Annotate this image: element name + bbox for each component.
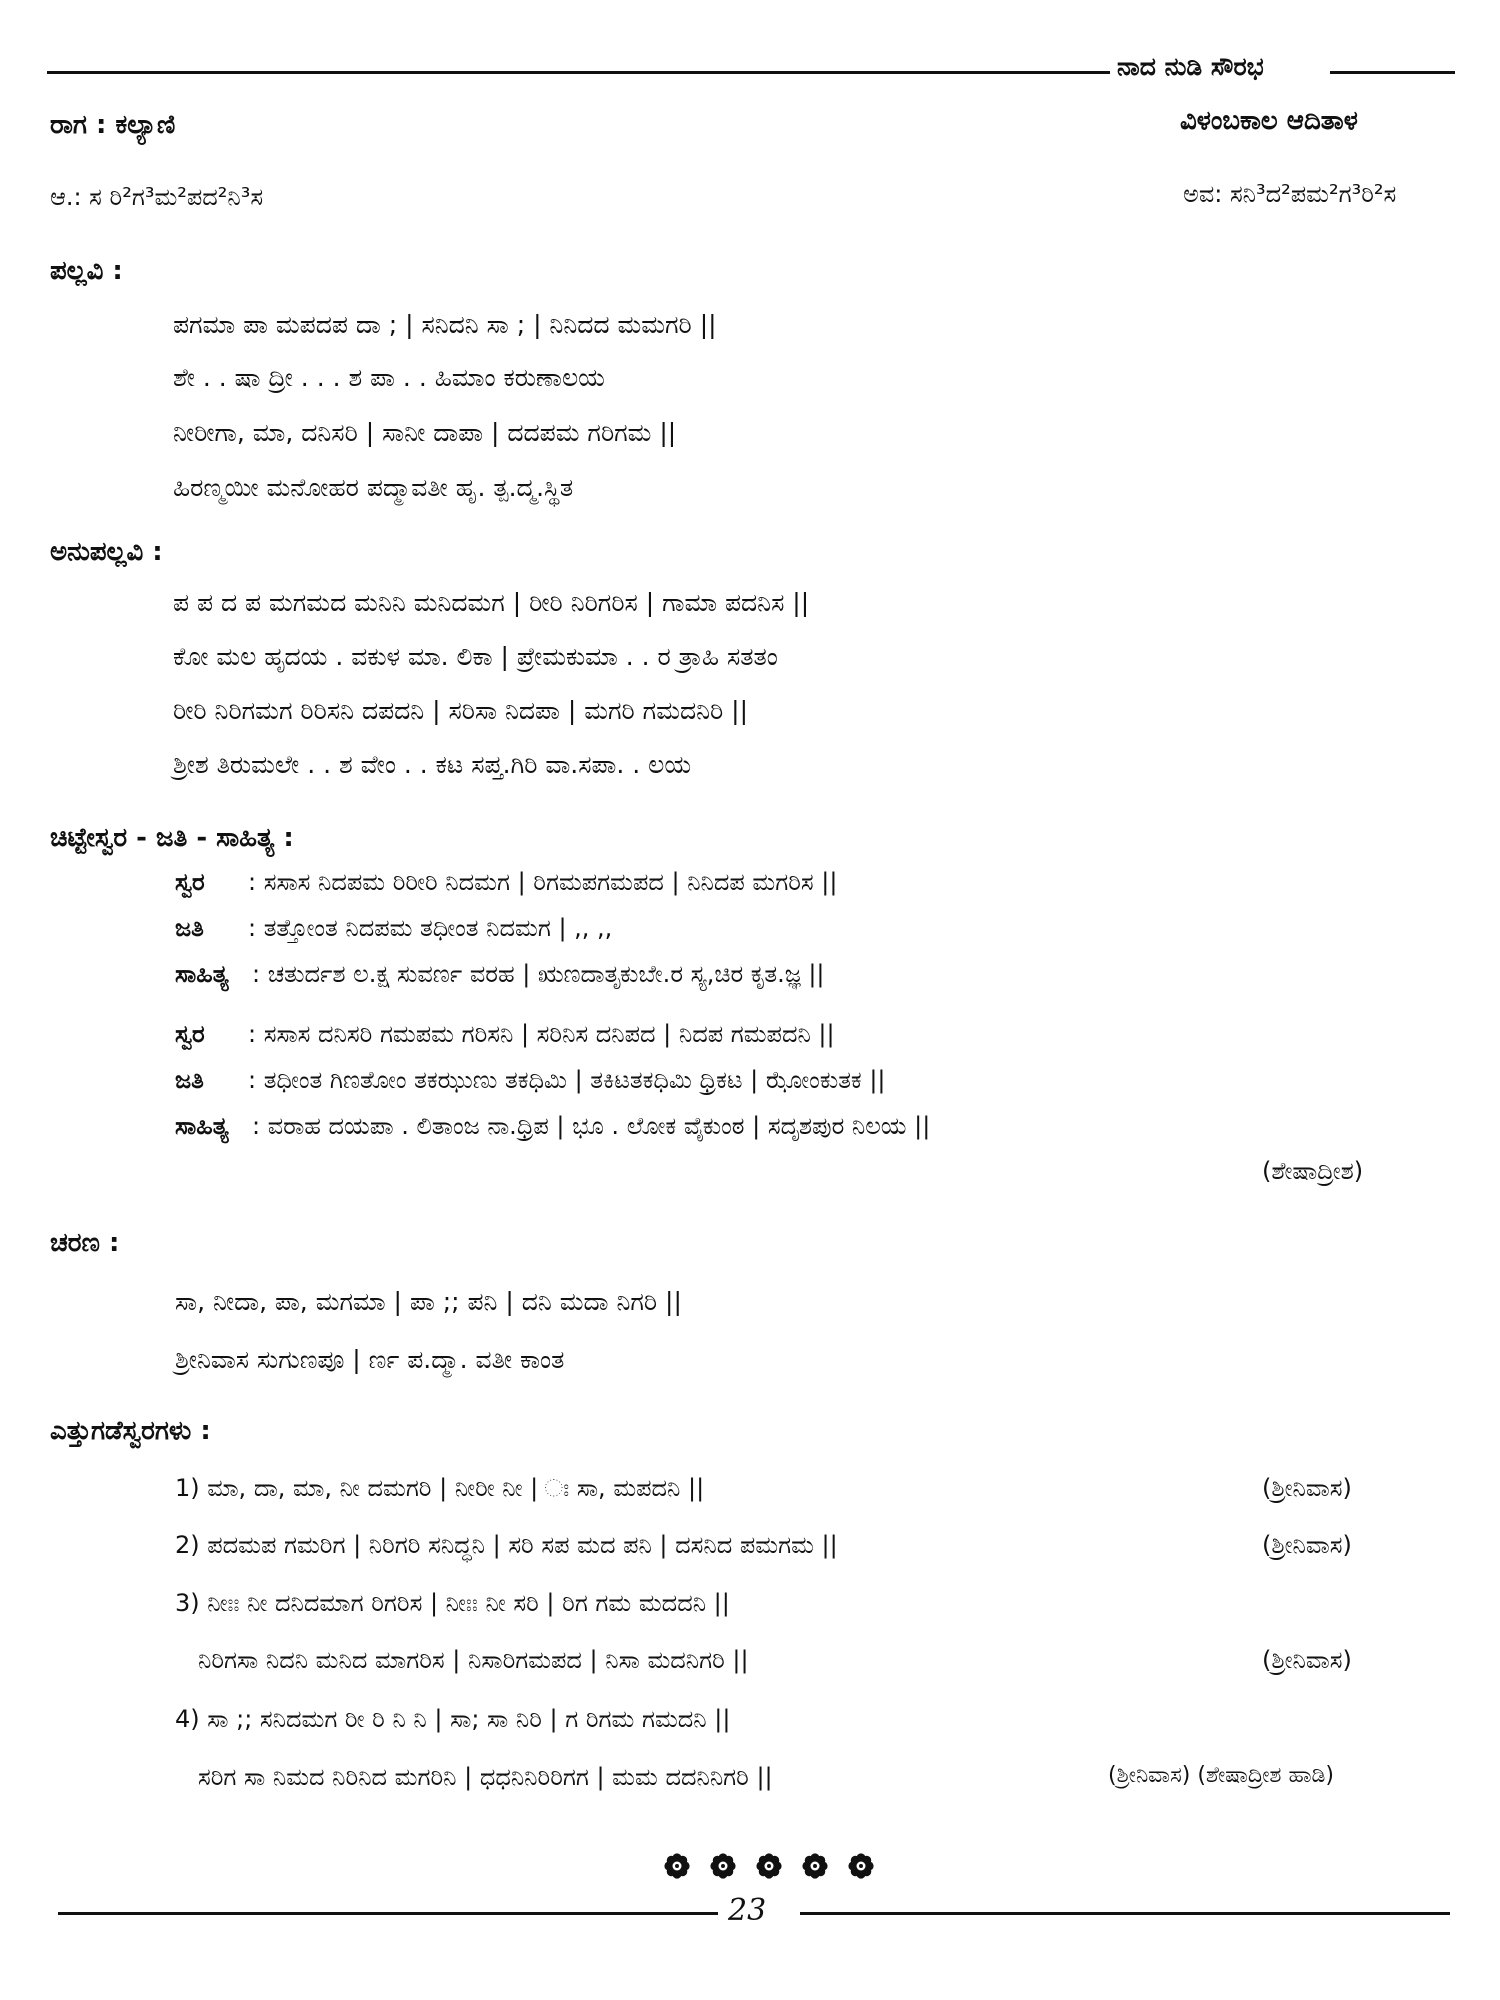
- ettugada-heading: ಎತ್ತುಗಡೆಸ್ವರಗಳು :: [50, 1416, 211, 1446]
- row-label-sahitya: ಸಾಹಿತ್ಯ: [175, 1112, 229, 1140]
- row-text-swara: : ಸಸಾಸ ನಿದಪಮ ರಿರೀರಿ ನಿದಮಗ | ರಿಗಮಪಗಮಪದ | ನಿನಿದಪ ಮಗರಿಸ ||: [248, 868, 838, 896]
- header-rule-left: [47, 71, 1110, 74]
- pallavi-line: ಹಿರಣ್ಮಯೀ ಮನೋಹರ ಪದ್ಮಾವತೀ ಹೃ. ತ್ಪ.ದ್ಮ.ಸ್ಥಿತ: [173, 473, 574, 502]
- ettugada-line: 4) ಸಾ ;; ಸನಿದಮಗ ರೀ ರಿ ನಿ ನಿ | ಸಾ; ಸಾ ನಿರಿ | ಗ ರಿಗಮ ಗಮದನಿ ||: [175, 1705, 731, 1733]
- row-label-jati: ಜತಿ: [175, 914, 204, 942]
- charana-heading: ಚರಣ :: [50, 1228, 120, 1258]
- chittaswara-heading: ಚಿಟ್ಟೇಸ್ವರ - ಜತಿ - ಸಾಹಿತ್ಯ :: [50, 823, 294, 853]
- tala-name: ವಿಳಂಬಕಾಲ ಆದಿತಾಳ: [1180, 106, 1358, 136]
- ettugada-line: ಸರಿಗ ಸಾ ನಿಮದ ನಿರಿನಿದ ಮಗರಿನಿ | ಧಧನಿನಿರಿರಿಗಗ | ಮಮ ದದನಿನಿಗರಿ ||: [198, 1763, 773, 1791]
- row-label-sahitya: ಸಾಹಿತ್ಯ: [175, 960, 229, 988]
- charana-line: ಶ್ರೀನಿವಾಸ ಸುಗುಣಪೂ | ರ್ಣ ಪ.ದ್ಮಾ. ವತೀ ಕಾಂತ: [175, 1345, 565, 1374]
- charana-line: ಸಾ, ನೀದಾ, ಪಾ, ಮಗಮಾ | ಪಾ ;; ಪನಿ | ದನಿ ಮದಾ ನಿಗರಿ ||: [175, 1287, 682, 1316]
- arohana: ಆ.: ಸ ರಿ²ಗ³ಮ²ಪದ²ನಿ³ಸ: [50, 183, 264, 211]
- row-text-swara: : ಸಸಾಸ ದನಿಸರಿ ಗಮಪಮ ಗರಿಸನಿ | ಸರಿನಿಸ ದನಿಪದ | ನಿದಪ ಗಮಪದನಿ ||: [248, 1020, 835, 1048]
- anupallavi-line: ಶ್ರೀಶ ತಿರುಮಲೇ . . ಶ ವೇಂ . . ಕಟ ಸಪ್ತ.ಗಿರಿ ವಾ.ಸಪಾ. . ಲಯ: [173, 750, 692, 779]
- pallavi-line: ಶೇ . . ಷಾ ದ್ರೀ . . . ಶ ಪಾ . . ಹಿಮಾಂ ಕರುಣಾಲಯ: [173, 363, 605, 392]
- row-text-jati: : ತಧೀಂತ ಗಿಣತೋಂ ತಕಝುಣು ತಕಧಿಮಿ | ತಕಿಟತಕಧಿಮಿ ಧ್ರಿಕಟ | ಝೋಂಕುತಕ ||: [248, 1066, 886, 1094]
- anupallavi-line: ಪ ಪ ದ ಪ ಮಗಮದ ಮನಿನಿ ಮನಿದಮಗ | ರೀರಿ ನಿರಿಗರಿಸ | ಗಾಮಾ ಪದನಿಸ ||: [173, 588, 810, 617]
- page-number: 23: [728, 1893, 767, 1928]
- ettugada-line: 3) ನೀಃಃ ನೀ ದನಿದಮಾಗ ರಿಗರಿಸ | ನೀಃಃ ನೀ ಸರಿ | ರಿಗ ಗಮ ಮದದನಿ ||: [175, 1589, 730, 1617]
- avarohana: ಅವ: ಸನಿ³ದ²ಪಮ²ಗ³ರಿ²ಸ: [1183, 180, 1397, 208]
- flower-icon: [709, 1852, 737, 1880]
- ettugada-line: 1) ಮಾ, ದಾ, ಮಾ, ನೀ ದಮಗರಿ | ನೀರೀ ನೀ | ಃ ಸಾ, ಮಪದನಿ ||: [175, 1474, 705, 1502]
- footer-rule-left: [58, 1912, 718, 1915]
- header-rule-right: [1330, 71, 1455, 74]
- ettugada-attribution: (ಶ್ರೀನಿವಾಸ) (ಶೇಷಾದ್ರೀಶ ಹಾಡಿ): [1108, 1763, 1334, 1788]
- ettugada-attribution: (ಶ್ರೀನಿವಾಸ): [1262, 1474, 1352, 1502]
- pallavi-line: ನೀರೀಗಾ, ಮಾ, ದನಿಸರಿ | ಸಾನೀ ದಾಪಾ | ದದಪಮ ಗರಿಗಮ ||: [173, 418, 677, 447]
- anupallavi-line: ಕೋ ಮಲ ಹೃದಯ . ವಕುಳ ಮಾ. ಲಿಕಾ | ಪ್ರೇಮಕುಮಾ . . ರ ತ್ರಾಹಿ ಸತತಂ: [173, 642, 778, 671]
- row-text-sahitya: : ಚತುರ್ದಶ ಲ.ಕ್ಷ ಸುವರ್ಣ ವರಹ | ಋಣದಾತೃಕುಬೇ.ರ ಸ್ಯ,ಚಿರ ಕೃತ.ಜ್ಞ ||: [252, 960, 825, 988]
- ettugada-line: 2) ಪದಮಪ ಗಮರಿಗ | ನಿರಿಗರಿ ಸನಿದ್ಧನಿ | ಸರಿ ಸಪ ಮದ ಪನಿ | ದಸನಿದ ಪಮಗಮ ||: [175, 1531, 838, 1559]
- ettugada-line: ನಿರಿಗಸಾ ನಿದನಿ ಮನಿದ ಮಾಗರಿಸ | ನಿಸಾರಿಗಮಪದ | ನಿಸಾ ಮದನಿಗರಿ ||: [198, 1646, 749, 1674]
- flower-icon: [755, 1852, 783, 1880]
- row-label-jati: ಜತಿ: [175, 1066, 204, 1094]
- anupallavi-heading: ಅನುಪಲ್ಲವಿ :: [50, 537, 163, 567]
- flower-icon: [663, 1852, 691, 1880]
- flower-ornament: [654, 1852, 884, 1884]
- chittaswara-attribution: (ಶೇಷಾದ್ರೀಶ): [1262, 1157, 1364, 1185]
- pallavi-line: ಪಗಮಾ ಪಾ ಮಪದಪ ದಾ ; | ಸನಿದನಿ ಸಾ ; | ನಿನಿದದ ಮಮಗರಿ ||: [173, 310, 717, 339]
- footer-rule-right: [800, 1912, 1450, 1915]
- anupallavi-line: ರೀರಿ ನಿರಿಗಮಗ ರಿರಿಸನಿ ದಪದನಿ | ಸರಿಸಾ ನಿದಪಾ | ಮಗರಿ ಗಮದನಿರಿ ||: [173, 696, 749, 725]
- row-text-sahitya: : ವರಾಹ ದಯಪಾ . ಲಿತಾಂಜ ನಾ.ಧ್ರಿಪ | ಭೂ . ಲೋಕ ವೈಕುಂಠ | ಸದೃಶಪುರ ನಿಲಯ ||: [252, 1112, 931, 1140]
- row-text-jati: : ತತ್ತೋಂತ ನಿದಪಮ ತಧೀಂತ ನಿದಮಗ | ,, ,,: [248, 914, 613, 942]
- ettugada-attribution: (ಶ್ರೀನಿವಾಸ): [1262, 1646, 1352, 1674]
- book-title: ನಾದ ನುಡಿ ಸೌರಭ: [1117, 52, 1264, 81]
- row-label-swara: ಸ್ವರ: [175, 1020, 205, 1048]
- raga-name: ರಾಗ : ಕಲ್ಯಾಣಿ: [50, 110, 176, 140]
- flower-icon: [801, 1852, 829, 1880]
- row-label-swara: ಸ್ವರ: [175, 868, 205, 896]
- flower-icon: [847, 1852, 875, 1880]
- ettugada-attribution: (ಶ್ರೀನಿವಾಸ): [1262, 1531, 1352, 1559]
- pallavi-heading: ಪಲ್ಲವಿ :: [50, 256, 123, 286]
